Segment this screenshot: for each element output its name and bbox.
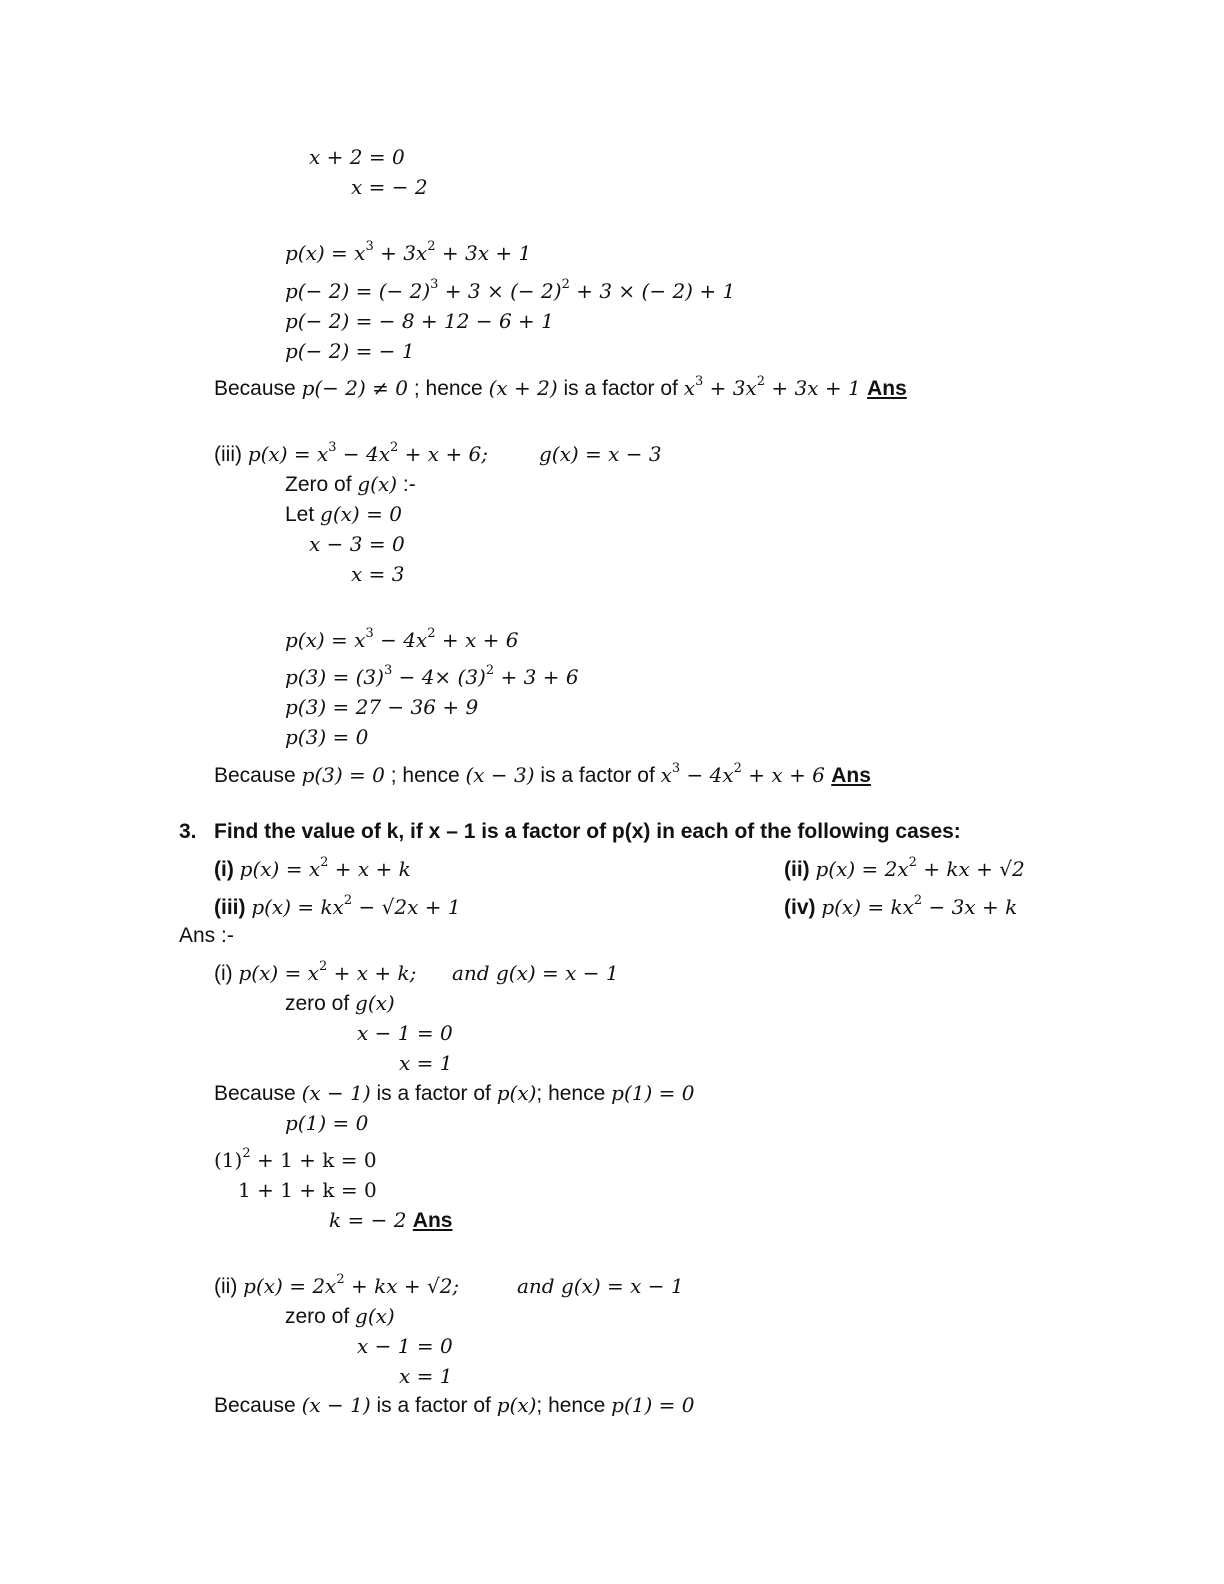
answer-heading: Ans :- <box>179 924 234 947</box>
part-ii-heading: (ii) $p(x) = 2x^2$ + kx + √2; <box>214 1272 460 1298</box>
part-i-heading: (i) $p(x) = x^2 + x + k$; <box>214 959 417 985</box>
because-statement: Because (x − 1) is a factor of p(x); hence p(1) = 0 <box>214 1393 695 1417</box>
calculation-result: p(− 2) = − 1 <box>285 339 415 363</box>
zero-label: zero of g(x) <box>285 1304 395 1328</box>
zero-label: zero of g(x) <box>285 991 395 1015</box>
divisor-definition: and g(x) = x − 1 <box>517 1274 684 1298</box>
case-ii: (ii) $p(x) = 2x^2$ + kx + √2 <box>784 855 1025 881</box>
zero-solution: x = 3 <box>351 562 405 586</box>
final-result: k = − 2 Ans <box>329 1208 453 1232</box>
answer-marker: Ans <box>867 377 907 400</box>
substitution-step: $p(3) = (3)^3 - 4\times (3)^2 + 3 + 6$ <box>285 663 579 689</box>
polynomial-definition: $p(x) = x^3 + 3x^2 + 3x + 1$ <box>285 239 532 265</box>
zero-equation: x − 1 = 0 <box>357 1334 453 1358</box>
zero-equation: x − 1 = 0 <box>357 1021 453 1045</box>
calculation-step: p(3) = 27 − 36 + 9 <box>285 695 479 719</box>
question-number: 3. <box>179 820 197 843</box>
p1-equation: p(1) = 0 <box>285 1111 369 1135</box>
substitution-step: $(1)^2 + 1 + k = 0$ <box>214 1146 377 1172</box>
divisor-definition: and g(x) = x − 1 <box>452 961 619 985</box>
case-iv: (iv) $p(x) = kx^2 - 3x + k$ <box>784 893 1018 919</box>
let-statement: Let g(x) = 0 <box>285 502 402 526</box>
zero-equation: x + 2 = 0 <box>309 145 405 169</box>
divisor-definition: g(x) = x − 3 <box>539 442 662 466</box>
answer-marker: Ans <box>412 1209 453 1232</box>
zero-label: Zero of g(x) :- <box>285 472 416 496</box>
question-text: Find the value of k, if x – 1 is a factor of p(x) in each of the following cases: <box>214 820 961 843</box>
zero-solution: x = 1 <box>399 1051 453 1075</box>
simplification-step: 1 + 1 + k = 0 <box>238 1178 377 1202</box>
case-i: (i) $p(x) = x^2 + x + k$ <box>214 855 411 881</box>
zero-solution: x = − 2 <box>351 175 428 199</box>
because-statement: Because (x − 1) is a factor of p(x); hence p(1) = 0 <box>214 1081 695 1105</box>
polynomial-definition: $p(x) = x^3 - 4x^2 + x + 6$ <box>285 626 519 652</box>
substitution-step: p(− 2) = (− 2)$^3$ + 3 × (− 2)$^2$ + 3 × (− 2) + 1 <box>285 277 736 303</box>
calculation-step: p(− 2) = − 8 + 12 − 6 + 1 <box>285 309 554 333</box>
calculation-result: p(3) = 0 <box>285 725 369 749</box>
conclusion-statement: Because p(3) = 0 ; hence (x − 3) is a factor of $x^3 - 4x^2 + x + 6$ Ans <box>214 761 871 787</box>
part-iii-heading: (iii) $p(x) = x^3 - 4x^2 + x + 6$; <box>214 440 489 466</box>
zero-solution: x = 1 <box>399 1364 453 1388</box>
zero-equation: x − 3 = 0 <box>309 532 405 556</box>
case-iii: (iii) $p(x) = kx^2 - √2x + 1$ <box>214 893 461 919</box>
conclusion-statement: Because p(− 2) ≠ 0 ; hence (x + 2) is a factor of $x^3 + 3x^2 + 3x + 1$ Ans <box>214 374 907 400</box>
answer-marker: Ans <box>831 764 871 787</box>
